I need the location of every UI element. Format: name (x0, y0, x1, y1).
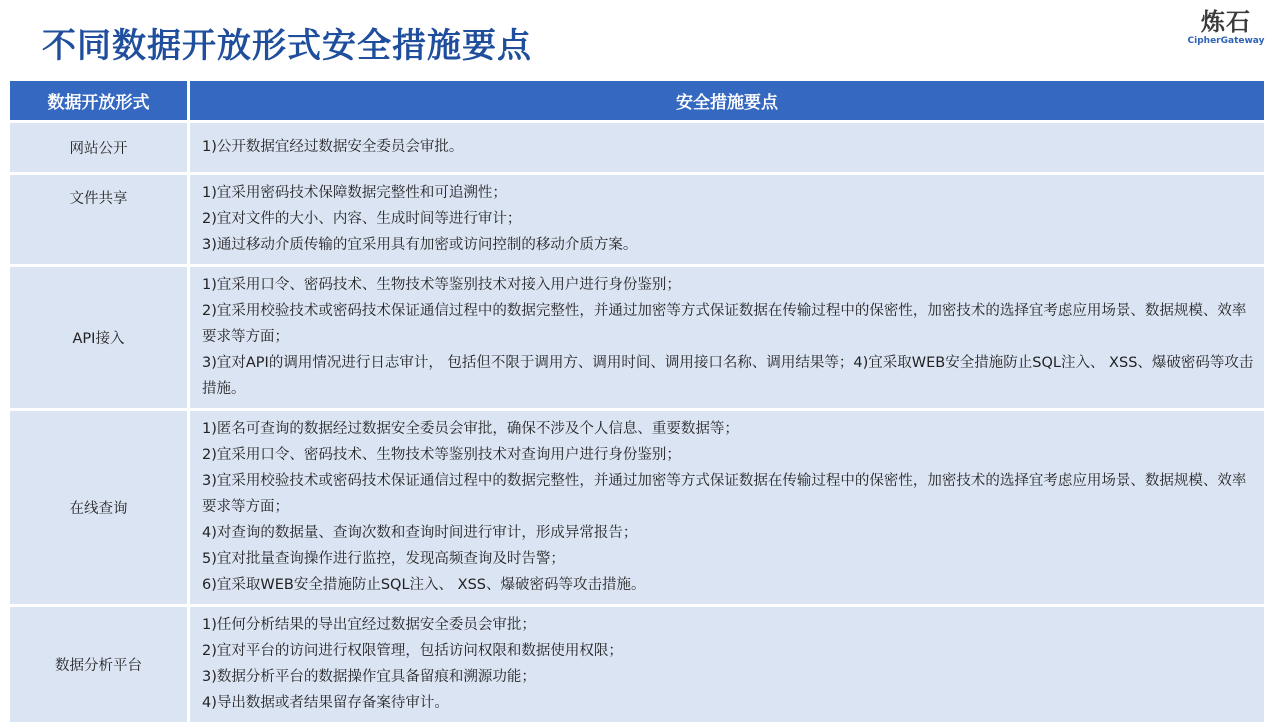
measure-item: 1)公开数据宜经过数据安全委员会审批。 (202, 139, 464, 155)
company-logo (1186, 8, 1266, 47)
row-measures (190, 267, 1264, 408)
header-security-points: 安全措施要点 (190, 81, 1264, 120)
table-row (10, 175, 1264, 264)
logo-cn-text: 炼石 (1201, 8, 1251, 36)
row-category: API接入 (10, 267, 190, 408)
measure-item: 3)数据分析平台的数据操作宜具备留痕和溯源功能； (202, 669, 536, 685)
row-category: 数据分析平台 (10, 607, 190, 722)
measure-item: 1)宜采用口令、密码技术、生物技术等鉴别技术对接入用户进行身份鉴别； (202, 277, 681, 293)
table-row (10, 607, 1264, 722)
measure-item: 3)通过移动介质传输的宜采用具有加密或访问控制的移动介质方案。 (202, 237, 638, 253)
row-measures (190, 411, 1264, 604)
logo-en-text: CipherGateway (1187, 36, 1265, 46)
table-row (10, 267, 1264, 408)
slide-title: 不同数据开放形式安全措施要点 (42, 26, 532, 66)
measure-item: 2)宜采用校验技术或密码技术保证通信过程中的数据完整性，并通过加密等方式保证数据在传输过程中的保密性，加密技术的选择宜考虑应用场景、数据规模、效率要求等方面； (202, 303, 1247, 345)
measure-item: 5)宜对批量查询操作进行监控，发现高频查询及时告警； (202, 551, 565, 567)
row-category: 网站公开 (10, 123, 190, 172)
table-header-row (10, 81, 1264, 120)
measure-item: 4)对查询的数据量、查询次数和查询时间进行审计，形成异常报告； (202, 525, 638, 541)
measure-item: 1)任何分析结果的导出宜经过数据安全委员会审批； (202, 617, 536, 633)
row-measures (190, 123, 1264, 172)
header-open-form: 数据开放形式 (10, 81, 190, 120)
table-row (10, 123, 1264, 172)
measure-item: 2)宜对平台的访问进行权限管理，包括访问权限和数据使用权限； (202, 643, 623, 659)
measure-item: 3)宜采用校验技术或密码技术保证通信过程中的数据完整性，并通过加密等方式保证数据在传输过程中的保密性，加密技术的选择宜考虑应用场景、数据规模、效率要求等方面； (202, 473, 1247, 515)
measure-item: 6)宜采取WEB安全措施防止SQL注入、 XSS、爆破密码等攻击措施。 (202, 577, 646, 593)
row-category: 在线查询 (10, 411, 190, 604)
row-category: 文件共享 (10, 175, 190, 264)
measure-item: 3)宜对API的调用情况进行日志审计， 包括但不限于调用方、调用时间、调用接口名称、调用结果等；4)宜采取WEB安全措施防止SQL注入、 XSS、爆破密码等攻击措施。 (202, 355, 1254, 397)
table-row (10, 411, 1264, 604)
row-measures (190, 175, 1264, 264)
security-measures-table (10, 78, 1264, 725)
measure-item: 2)宜对文件的大小、内容、生成时间等进行审计； (202, 211, 522, 227)
measure-item: 4)导出数据或者结果留存备案待审计。 (202, 695, 449, 711)
row-measures (190, 607, 1264, 722)
measure-item: 1)匿名可查询的数据经过数据安全委员会审批，确保不涉及个人信息、重要数据等； (202, 421, 739, 437)
measure-item: 1)宜采用密码技术保障数据完整性和可追溯性； (202, 185, 507, 201)
measure-item: 2)宜采用口令、密码技术、生物技术等鉴别技术对查询用户进行身份鉴别； (202, 447, 681, 463)
